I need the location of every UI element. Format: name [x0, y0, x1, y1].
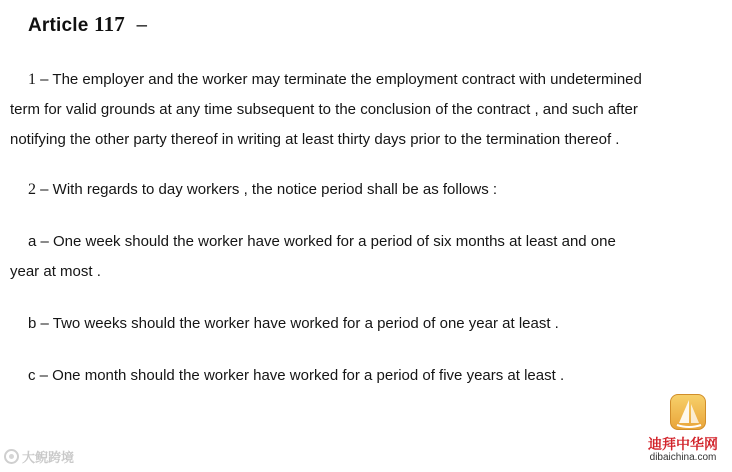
paragraph-2-line-1: 2 – With regards to day workers , the notice period shall be as follows : [28, 181, 498, 198]
paragraph-2-number: 2 [28, 181, 36, 198]
watermark-left [4, 447, 74, 466]
paragraph-1-line-3: notifying the other party thereof in writing at least thirty days prior to the termination thereof . [10, 131, 620, 148]
watermark-right-cn: 迪拜中华网 [648, 436, 718, 452]
article-dash: – [136, 15, 148, 36]
article-heading [28, 12, 147, 37]
watermark-left-text: 大鲵跨境 [22, 450, 75, 465]
paragraph-1-number: 1 [28, 71, 36, 88]
paragraph-1-line-2: term for valid grounds at any time subsequent to the conclusion of the contract , and such after [10, 101, 638, 118]
clause-a-line-1: a – One week should the worker have worked for a period of six months at least and one [28, 233, 616, 250]
clause-a-line-2: year at most . [10, 263, 101, 280]
clause-c [10, 361, 722, 391]
watermark-right-domain: dibaichina.com [649, 452, 717, 463]
paragraph-2 [10, 175, 722, 205]
clause-c-line-1: c – One month should the worker have worked for a period of five years at least . [28, 367, 565, 384]
wechat-logo-icon [4, 449, 19, 464]
paragraph-1 [10, 65, 722, 155]
clause-b-line-1: b – Two weeks should the worker have worked for a period of one year at least . [28, 315, 559, 332]
article-number: 117 [94, 12, 125, 36]
clause-a [10, 227, 722, 287]
article-label: Article [28, 15, 89, 36]
clause-b [10, 309, 722, 339]
paragraph-1-line-1: 1 – The employer and the worker may terminate the employment contract with undetermined [28, 71, 642, 88]
sail-logo-icon [670, 394, 706, 430]
watermark-right [636, 394, 730, 468]
